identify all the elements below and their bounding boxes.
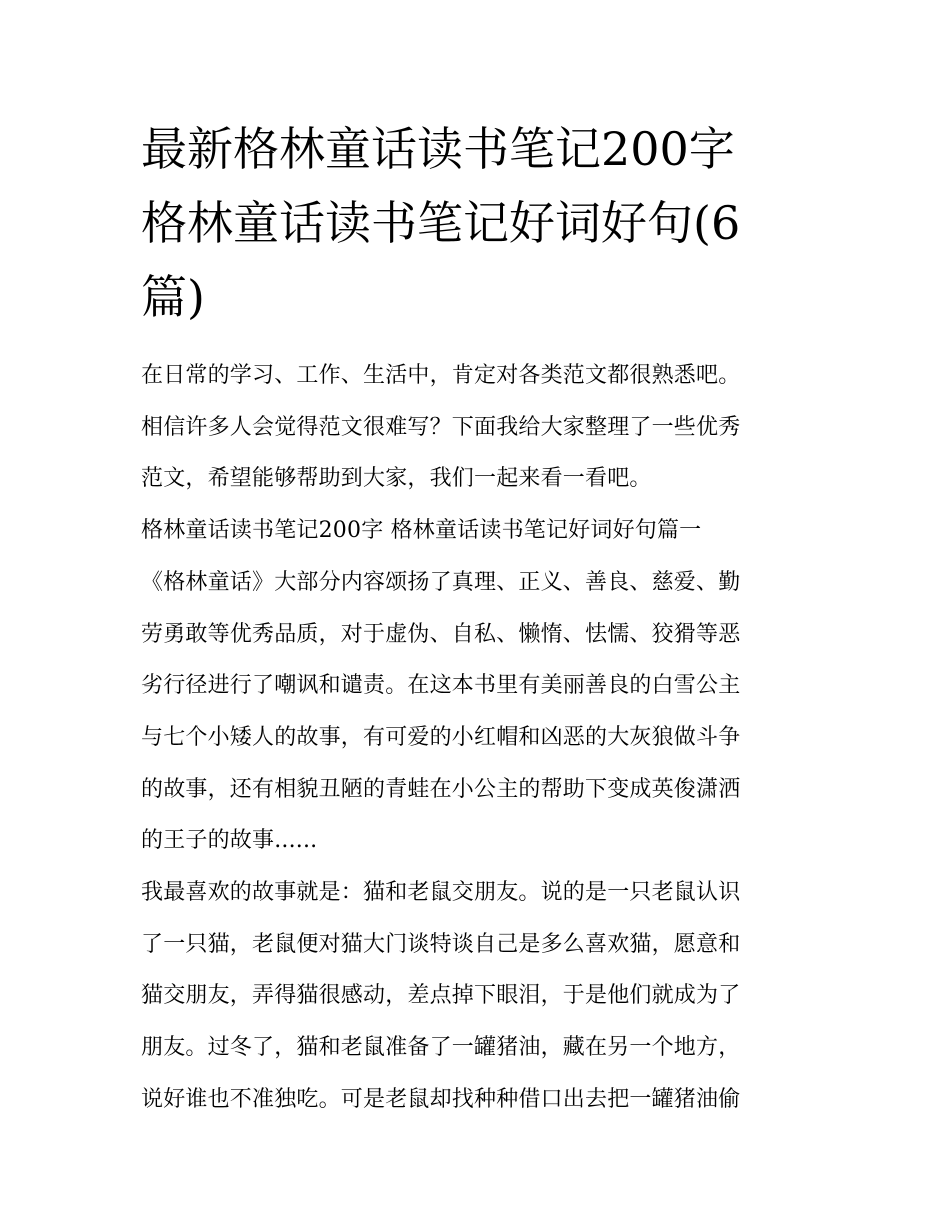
- title-line: 最新格林童话读书笔记200字: [141, 122, 735, 176]
- body-line: 的故事，还有相貌丑陋的青蛙在小公主的帮助下变成英俊潇洒: [141, 776, 741, 802]
- body-line: 《格林童话》大部分内容颂扬了真理、正义、善良、慈爱、勤: [141, 569, 741, 595]
- body-line: 范文，希望能够帮助到大家，我们一起来看一看吧。: [141, 466, 652, 492]
- body-line: 朋友。过冬了，猫和老鼠准备了一罐猪油，藏在另一个地方，: [141, 1035, 741, 1061]
- body-line: 相信许多人会觉得范文很难写？下面我给大家整理了一些优秀: [141, 414, 741, 440]
- document-page: [141, 112, 813, 1126]
- title-line: 格林童话读书笔记好词好句(6: [141, 196, 741, 250]
- document-title: [141, 112, 813, 334]
- title-line: 篇): [141, 270, 205, 324]
- body-line: 说好谁也不准独吃。可是老鼠却找种种借口出去把一罐猪油偷: [141, 1086, 741, 1112]
- body-line: 在日常的学习、工作、生活中，肯定对各类范文都很熟悉吧。: [141, 363, 741, 388]
- body-line: 了一只猫，老鼠便对猫大门谈特谈自己是多么喜欢猫，愿意和: [141, 931, 741, 957]
- body-line: 劳勇敢等优秀品质，对于虚伪、自私、懒惰、怯懦、狡猾等恶: [141, 621, 741, 647]
- body-line: 与七个小矮人的故事，有可爱的小红帽和凶恶的大灰狼做斗争: [141, 724, 741, 750]
- body-line: 我最喜欢的故事就是：猫和老鼠交朋友。说的是一只老鼠认识: [141, 880, 741, 906]
- body-line: 的王子的故事......: [141, 828, 318, 854]
- document-body: [141, 350, 813, 1126]
- body-line: 猫交朋友，弄得猫很感动，差点掉下眼泪，于是他们就成为了: [141, 983, 741, 1009]
- body-line: 劣行径进行了嘲讽和谴责。在这本书里有美丽善良的白雪公主: [141, 673, 741, 699]
- section-heading-line: 格林童话读书笔记200字 格林童话读书笔记好词好句篇一: [141, 518, 702, 544]
